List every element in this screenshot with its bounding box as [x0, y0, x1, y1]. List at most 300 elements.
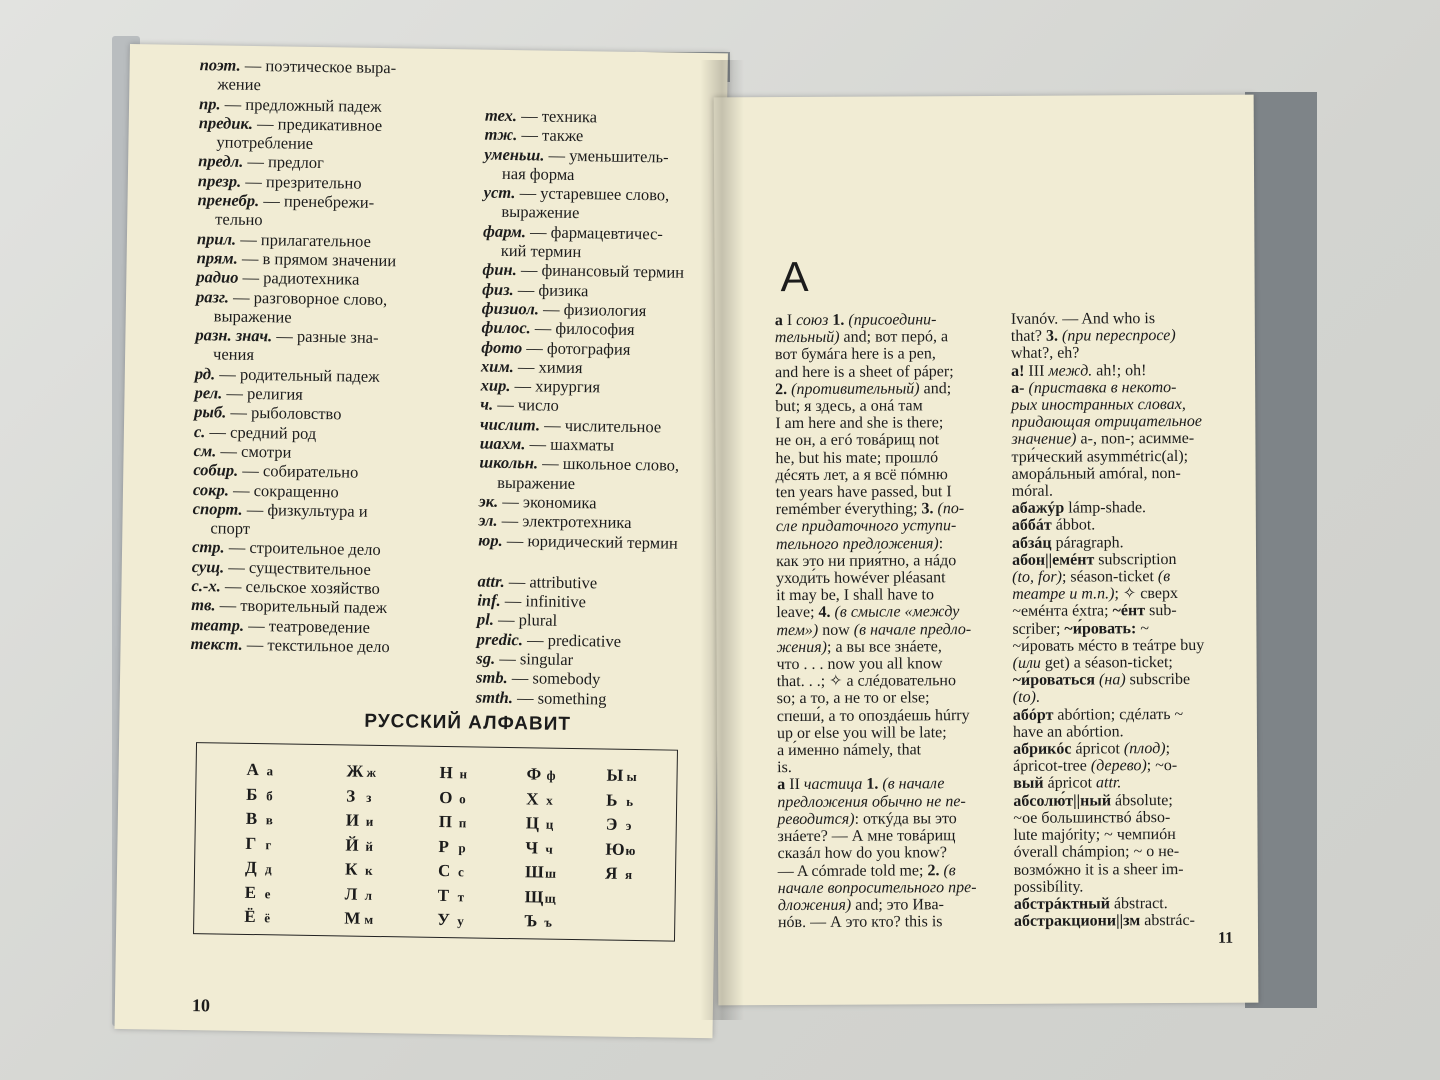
abbreviation-meaning: — текстильное дело [242, 634, 390, 657]
headword: 4. [818, 604, 835, 622]
letter-uppercase: К [344, 859, 358, 879]
headword: ~éнт [1112, 602, 1146, 620]
alphabet-letter [605, 862, 636, 887]
letter-lowercase: й [365, 838, 374, 854]
abbreviation-meaning: — разговорное слово, [228, 287, 388, 309]
grammar-note: (to, for) [1012, 568, 1062, 586]
abbreviation-meaning: чения [212, 344, 255, 365]
abbreviation: уменьш. [484, 144, 545, 165]
abbreviation-meaning: — поэтическое выра- [240, 55, 397, 78]
dictionary-line [775, 449, 991, 467]
abbreviation-meaning: — фармацевтичес- [525, 222, 664, 244]
letter-uppercase: У [437, 909, 450, 930]
entry-text: ; séason-ticket [1061, 568, 1158, 586]
dictionary-line [776, 603, 992, 621]
abbreviation: с. [193, 421, 206, 441]
abbreviation-meaning: — somebody [507, 668, 601, 689]
abbreviation-meaning: — презрительно [241, 171, 362, 193]
letter-uppercase: М [344, 908, 361, 928]
dictionary-line [1012, 499, 1240, 517]
dictionary-line [778, 879, 994, 897]
dictionary-line [777, 758, 993, 776]
dictionary-line [1012, 551, 1240, 569]
grammar-note: частица [803, 776, 863, 794]
abbreviation: текст. [190, 633, 243, 654]
dictionary-line [776, 569, 992, 587]
grammar-note: предложения обычно не пе- [777, 792, 966, 811]
grammar-note: (в [1157, 568, 1171, 586]
headword: аббáт [1011, 517, 1052, 535]
alphabet-column [344, 759, 376, 931]
letter-uppercase: Р [438, 836, 449, 856]
headword: абон||емéнт [1012, 551, 1095, 569]
entry-text: ~и́ровать мéсто в теáтре buy [1012, 636, 1205, 655]
letter-lowercase: о [459, 790, 466, 806]
letter-uppercase: Я [604, 863, 618, 883]
abbreviation-meaning: — также [517, 125, 584, 146]
abbreviation-meaning: тельно [215, 209, 263, 230]
abbreviation: прил. [196, 228, 237, 249]
letter-uppercase: Ж [346, 761, 364, 781]
right-page [714, 95, 1259, 1006]
entry-text: ápricot [1071, 740, 1124, 758]
entry-text: lámp-shade. [1064, 499, 1147, 517]
abbreviation: предик. [198, 112, 254, 133]
abbreviation: тв. [191, 595, 216, 615]
dictionary-line [1012, 602, 1240, 620]
entry-text: ten years have passed, but I [775, 483, 952, 502]
letter-uppercase: Ц [525, 813, 540, 833]
grammar-note: реводится) [777, 810, 855, 828]
abbreviation-meaning: — финансовый термин [516, 260, 685, 283]
dictionary-line [775, 414, 991, 432]
grammar-note: сле придаточного уступи- [775, 517, 957, 536]
entry-text: ábsolute; [1110, 791, 1173, 810]
dictionary-line [777, 793, 993, 811]
abbreviation-meaning: — прилагательное [236, 229, 372, 251]
dictionary-line [778, 913, 994, 931]
book-gutter-shadow [700, 60, 744, 1020]
abbreviation: хир. [480, 375, 511, 396]
abbreviation: sg. [476, 648, 496, 668]
entry-text: уходи́ть howéver pléasant [776, 569, 946, 588]
letter-uppercase: Ю [605, 839, 625, 859]
abbreviation-meaning: — attributive [504, 571, 598, 593]
alphabet-letter [437, 883, 465, 908]
abbreviation: smth. [475, 687, 514, 707]
entry-text: scriber; [1012, 620, 1065, 638]
grammar-note: тем») [776, 621, 819, 639]
alphabet-letter [606, 764, 637, 789]
entry-text: III [1024, 362, 1049, 380]
left-page [115, 44, 728, 1038]
entry-text: ~емéнта éxtra; [1012, 602, 1113, 621]
entry-text: как это ни прия́тно, а нáдо [776, 552, 957, 570]
entry-text: abstrác- [1140, 912, 1195, 930]
dictionary-line [777, 707, 993, 725]
letter-lowercase: ы [626, 768, 637, 785]
abbreviation: разг. [195, 286, 230, 307]
entry-text: вот бумáга here is a pen, [774, 345, 936, 364]
abbreviation: филос. [481, 317, 531, 338]
entry-text: and; [919, 379, 952, 398]
letter-lowercase: м [364, 911, 374, 927]
letter-uppercase: Ё [244, 906, 256, 927]
alphabet-letter [606, 788, 637, 813]
letter-uppercase: Ы [606, 765, 624, 785]
alphabet-column [437, 761, 467, 933]
grammar-note: (плод) [1123, 740, 1166, 758]
abbreviation: театр. [190, 614, 245, 635]
entry-text: ah!; oh! [1092, 361, 1147, 380]
dictionary-line [1012, 516, 1240, 534]
dictionary-column-2 [1011, 310, 1242, 930]
grammar-note: (в начале [882, 775, 945, 794]
entry-text: now [818, 621, 854, 639]
alphabet-letter [245, 856, 272, 881]
grammar-note: (по- [937, 500, 965, 518]
dictionary-line [1013, 740, 1241, 758]
abbreviation-meaning: — радиотехника [238, 267, 360, 289]
alphabet-letter [526, 762, 557, 787]
entry-text: móral. [1011, 482, 1054, 500]
dictionary-line [777, 672, 993, 690]
entry-text: ~ое большинствó ábso- [1013, 808, 1171, 827]
dictionary-line [775, 363, 991, 381]
abbreviation: pl. [476, 609, 495, 630]
abbreviation-meaning: — строительное дело [224, 537, 381, 560]
abbreviation: разн. знач. [195, 325, 273, 346]
abbreviation-meaning: — философия [530, 318, 635, 340]
entry-text: what?, eh? [1010, 344, 1080, 363]
letter-lowercase: т [457, 888, 465, 904]
abbreviation-entry [476, 687, 708, 710]
alphabet-letter [438, 859, 466, 884]
grammar-note: (в [943, 861, 956, 879]
alphabet-letter [346, 784, 376, 809]
dictionary-line [776, 552, 992, 570]
abbreviation: фото [481, 337, 523, 357]
alphabet-title: РУССКИЙ АЛФАВИТ [364, 710, 572, 736]
grammar-note: (при переспросе) [1061, 327, 1176, 345]
dictionary-line [776, 483, 992, 501]
entry-text: : [938, 534, 944, 552]
abbreviation-meaning: — религия [222, 383, 304, 404]
abbreviation: рыб. [194, 402, 227, 422]
dictionary-line [1013, 671, 1241, 689]
dictionary-line [1014, 912, 1242, 930]
entry-text: that? [1010, 327, 1047, 346]
grammar-note: придающая отрицательное [1011, 413, 1202, 432]
letter-uppercase: А [246, 759, 260, 780]
alphabet-letter [526, 787, 557, 812]
dictionary-line [1013, 723, 1241, 741]
entry-text: sub- [1145, 602, 1177, 620]
alphabet-letter [525, 860, 556, 885]
alphabet-letter [605, 837, 636, 862]
letter-uppercase: Г [245, 833, 257, 853]
dictionary-line [1011, 327, 1239, 345]
alphabet-column [244, 758, 274, 930]
entry-text: possibílity. [1013, 878, 1084, 896]
dictionary-line [1011, 378, 1239, 396]
abbreviation: эк. [478, 491, 499, 511]
letter-uppercase: В [245, 808, 258, 829]
headword: 3. [921, 500, 938, 518]
abbreviation-meaning: — пренебрежи- [259, 191, 375, 212]
abbreviation-meaning: — предлог [243, 152, 325, 173]
dictionary-line [775, 397, 991, 415]
alphabet-column [524, 762, 558, 934]
letter-lowercase: щ [544, 890, 556, 906]
alphabet-letter [344, 882, 374, 907]
abbreviation: презр. [197, 170, 242, 191]
alphabet-letter [246, 782, 273, 807]
letter-lowercase: у [457, 913, 464, 929]
headword: абзáц [1011, 534, 1052, 552]
entry-text: : откýда вы это [854, 810, 957, 828]
abbreviation: фин. [482, 259, 517, 280]
page-number-left: 10 [191, 995, 211, 1016]
abbreviation-meaning: выражение [497, 472, 576, 493]
abbreviation: пренебр. [197, 190, 260, 211]
letter-lowercase: ж [366, 764, 377, 780]
entry-text: ápricot [1043, 774, 1097, 793]
headword: абстрáктный [1013, 895, 1110, 913]
grammar-note: (в начале предло- [853, 620, 972, 639]
abbreviation: стр. [191, 537, 225, 557]
letter-lowercase: н [459, 766, 468, 782]
dictionary-line [776, 621, 992, 639]
abbreviation-meaning: — уменьшитель- [544, 145, 669, 167]
dictionary-line [1013, 826, 1241, 844]
abbreviation: радио [196, 267, 239, 287]
abbreviation: собир. [193, 460, 239, 480]
letter-uppercase: Т [437, 885, 450, 905]
dictionary-line [1014, 860, 1242, 878]
entry-text: remémber éverything; [775, 500, 922, 519]
grammar-note: дложения) [777, 896, 852, 915]
abbreviation-meaning: кий термин [500, 240, 582, 262]
letter-lowercase: ъ [544, 914, 552, 930]
entry-text: дéсять лет, а я всё пóмню [775, 466, 948, 484]
dictionary-line [1012, 619, 1240, 637]
grammar-note: театре и т.п.) [1012, 585, 1115, 604]
abbreviation-meaning: — химия [513, 356, 583, 378]
dictionary-line [1012, 637, 1240, 655]
entry-text: ~ [1136, 619, 1150, 637]
abbreviation-meaning: — юридический термин [502, 530, 678, 553]
abbreviation-meaning: — экономика [498, 491, 597, 513]
abbreviation-meaning: — хирургия [510, 376, 601, 397]
abbreviation: фарм. [482, 221, 527, 242]
entry-text: and; вот перó, а [839, 328, 949, 346]
letter-lowercase: а [266, 763, 274, 779]
abbreviation: тех. [484, 105, 518, 126]
page-number-right: 11 [1217, 929, 1234, 947]
dictionary-line [777, 689, 993, 707]
entry-text: что . . . now you all know [776, 655, 943, 674]
entry-text: up or else you will be late; [776, 724, 947, 742]
alphabet-letter [345, 833, 375, 858]
abbreviation-meaning: — предикативное [252, 113, 383, 135]
abbreviation-meaning: — predicative [522, 629, 622, 651]
abbreviation-meaning: — фотография [522, 337, 631, 359]
letter-uppercase: Х [526, 788, 539, 809]
entry-text: he, but his mate; прошлó [775, 448, 939, 467]
dictionary-line [1011, 413, 1239, 431]
abbreviation-meaning: употребление [216, 132, 314, 154]
entry-text: ; а вы все знáете, [826, 638, 942, 656]
alphabet-letter [246, 807, 273, 832]
entry-text: subscription [1094, 550, 1177, 569]
abbreviation-meaning: — собирательно [238, 460, 359, 482]
letter-lowercase: б [266, 787, 273, 803]
abbreviation-meaning: — сельское хозяйство [220, 576, 380, 599]
headword: а [774, 312, 783, 330]
abbreviation-meaning: — смотри [216, 441, 292, 462]
alphabet-letter [526, 811, 557, 836]
abbreviation: predic. [476, 629, 524, 649]
alphabet-letter [345, 857, 375, 882]
abbreviation-meaning: — разные зна- [272, 326, 379, 348]
grammar-note: (в смысле «между [834, 603, 960, 622]
abbreviation: рд. [194, 363, 216, 384]
letter-uppercase: Й [345, 834, 359, 855]
dictionary-line [1011, 310, 1239, 328]
abbreviation: спорт. [192, 498, 243, 519]
dictionary-line [1014, 843, 1242, 861]
alphabet-letter [245, 831, 272, 856]
abbreviation-meaning: — singular [495, 648, 574, 670]
letter-lowercase: ю [625, 842, 636, 858]
abbreviations-column-1 [190, 55, 461, 657]
entry-text: have an abórtion. [1012, 723, 1124, 741]
grammar-note: жения) [776, 638, 828, 656]
dictionary-line [775, 328, 991, 346]
letter-lowercase: с [457, 864, 464, 880]
entry-text: II [785, 776, 804, 794]
abbreviation-meaning: — физиология [538, 299, 647, 321]
headword: абсолю́т||ный [1013, 792, 1112, 810]
dictionary-line [1012, 533, 1240, 551]
letter-lowercase: з [366, 789, 372, 805]
dictionary-line [1013, 791, 1241, 809]
letter-uppercase: Ф [526, 764, 542, 784]
letter-lowercase: ё [264, 910, 271, 926]
abbreviations-column-2 [476, 106, 717, 710]
entry-text: знáете? — А мне товáрищ [777, 827, 956, 846]
headword: 2. [775, 380, 792, 398]
abbreviation: физиол. [481, 298, 540, 319]
entry-text: óverall chámpion; ~ о не- [1013, 843, 1180, 862]
dictionary-line [1012, 585, 1240, 603]
grammar-note: (приставка в некото- [1024, 378, 1177, 397]
dictionary-line [1014, 895, 1242, 913]
letter-lowercase: я [624, 866, 633, 882]
abbreviation-meaning: — предложный падеж [220, 94, 382, 116]
letter-lowercase: в [265, 812, 273, 828]
dictionary-line [1011, 430, 1239, 448]
letter-lowercase: к [364, 862, 373, 878]
abbreviation: физ. [482, 279, 514, 299]
dictionary-line [778, 844, 994, 862]
entry-text: ; [1165, 740, 1171, 758]
letter-lowercase: п [458, 815, 467, 831]
entry-text: спеши́, а то опоздáешь húrry [776, 706, 970, 725]
abbreviation-meaning: — числительное [539, 415, 662, 437]
abbreviation-meaning: — средний род [205, 421, 317, 443]
entry-text: Ivanóv. — And who is [1010, 310, 1156, 328]
abbreviation: сокр. [192, 479, 230, 500]
dictionary-line [776, 466, 992, 484]
abbreviation-meaning: — plural [493, 610, 558, 631]
dictionary-line [1013, 757, 1241, 775]
entry-text: and here is a sheet of páper; [775, 362, 954, 381]
dictionary-line [1014, 877, 1242, 895]
entry-text: ; ~о- [1146, 757, 1178, 775]
entry-text: нóв. — А это кто? this is [777, 913, 943, 932]
headword: вый [1013, 775, 1044, 793]
entry-text: a-, non-; асимме- [1076, 430, 1195, 448]
abbreviation-meaning: — театроведение [243, 615, 371, 637]
alphabet-letter [344, 906, 374, 931]
headword: 2. [927, 861, 944, 879]
abbreviation: тж. [484, 124, 518, 145]
abbreviation-meaning: — физика [513, 279, 589, 300]
letter-uppercase: Л [344, 883, 358, 904]
entry-text: ábstract. [1109, 894, 1168, 913]
dictionary-line [778, 896, 994, 914]
headword: абажýр [1011, 499, 1065, 518]
letter-lowercase: г [265, 836, 272, 852]
dictionary-line [775, 345, 991, 363]
grammar-note: союз [796, 311, 829, 329]
entry-text: три́ческий asymmétric(al); [1011, 447, 1189, 466]
section-letter: А [780, 252, 809, 301]
abbreviation: поэт. [199, 55, 241, 75]
abbreviation-meaning: спорт [210, 518, 251, 539]
grammar-note: межд. [1048, 362, 1093, 380]
abbreviation: smb. [475, 667, 508, 688]
letter-lowercase: ц [545, 816, 554, 832]
abbreviation: предл. [198, 151, 244, 172]
dictionary-line [775, 431, 991, 449]
alphabet-letter [244, 880, 271, 905]
entry-text: get) a séason-ticket; [1040, 654, 1173, 672]
grammar-note: тельного предложения) [775, 534, 939, 553]
entry-text: ábbot. [1051, 516, 1096, 535]
abbreviation-meaning: — творительный падеж [215, 595, 388, 618]
entry-text: — A cómrade told me; [777, 861, 928, 880]
dictionary-line [776, 535, 992, 553]
entry-text: abórtion; сдéлать ~ [1053, 705, 1184, 724]
letter-uppercase: С [437, 860, 451, 881]
dictionary-line [775, 311, 991, 329]
letter-lowercase: и [365, 813, 374, 829]
abbreviation-meaning: — техника [516, 106, 598, 127]
grammar-note: рых иностранных словах, [1011, 395, 1186, 414]
grammar-note: тельный) [774, 328, 840, 347]
entry-text: возмóжно it is a sheer im- [1013, 860, 1184, 879]
entry-text: а и́менно námely, that [777, 741, 922, 760]
entry-text: subscribe [1125, 671, 1191, 689]
dictionary-line [776, 517, 992, 535]
letter-uppercase: Е [244, 882, 257, 902]
abbreviation: attr. [477, 571, 505, 591]
abbreviation: рел. [194, 383, 223, 403]
dictionary-line [777, 724, 993, 742]
